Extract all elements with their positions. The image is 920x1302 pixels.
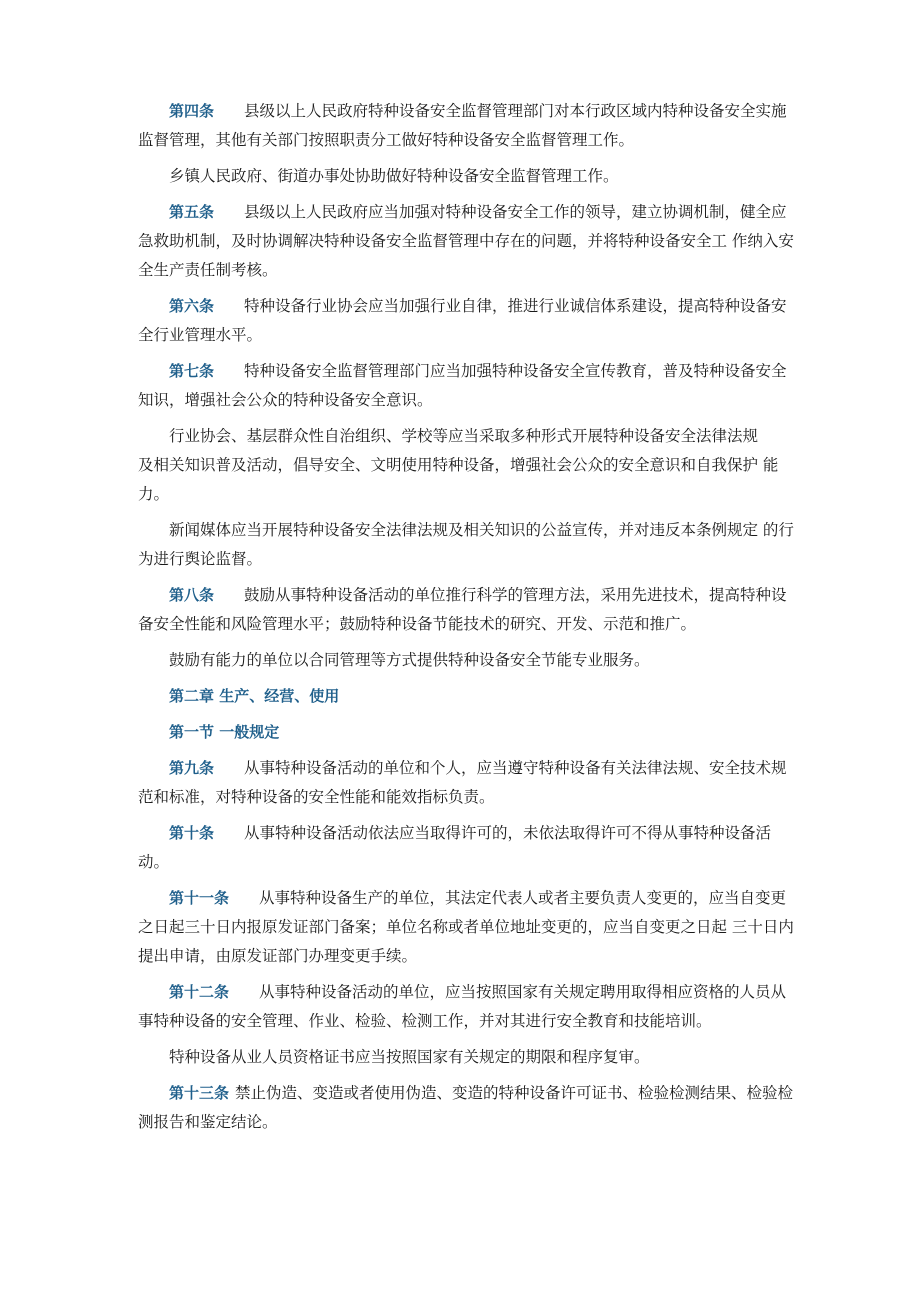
article-text: 县级以上人民政府特种设备安全监督管理部门对本行政区域内特种设备安全实施监督管理，其他有关部门按照职责分工做好特种设备安全监督管理工作。: [138, 102, 787, 149]
article-text: 鼓励从事特种设备活动的单位推行科学的管理方法，采用先进技术，提高特种设备安全性能和风险管理水平；鼓励特种设备节能技术的研究、开发、示范和推广。: [138, 586, 787, 633]
article-number: 第十三条: [169, 1084, 230, 1102]
paragraph-text: 新闻媒体应当开展特种设备安全法律法规及相关知识的公益宣传，并对违反本条例规定 的行为进行舆论监督。: [138, 521, 794, 568]
article-8: [138, 581, 798, 639]
article-4: [138, 97, 798, 155]
article-text: 特种设备行业协会应当加强行业自律，推进行业诚信体系建设，提高特种设备安全行业管理水平。: [138, 297, 787, 344]
article-number: 第十条: [169, 824, 215, 842]
chapter-heading: [138, 682, 798, 711]
paragraph-text: 鼓励有能力的单位以合同管理等方式提供特种设备安全节能专业服务。: [169, 651, 650, 669]
article-number: 第十一条: [169, 889, 230, 907]
paragraph: [138, 1043, 798, 1072]
document-page: [138, 97, 798, 1144]
article-13: [138, 1079, 798, 1137]
article-6: [138, 292, 798, 350]
chapter-title: 第二章 生产、经营、使用: [169, 687, 340, 705]
article-text: 从事特种设备活动的单位和个人，应当遵守特种设备有关法律法规、安全技术规范和标准，对特种设备的安全性能和能效指标负责。: [138, 759, 787, 806]
article-number: 第七条: [169, 362, 215, 380]
article-9: [138, 754, 798, 812]
section-title: 第一节 一般规定: [169, 723, 280, 741]
article-text: 特种设备安全监督管理部门应当加强特种设备安全宣传教育，普及特种设备安全知识，增强社会公众的特种设备安全意识。: [138, 362, 787, 409]
article-number: 第十二条: [169, 983, 230, 1001]
article-text: 从事特种设备活动的单位，应当按照国家有关规定聘用取得相应资格的人员从事特种设备的安全管理、作业、检验、检测工作，并对其进行安全教育和技能培训。: [138, 983, 787, 1030]
article-12: [138, 978, 798, 1036]
article-10: [138, 819, 798, 877]
article-number: 第六条: [169, 297, 215, 315]
article-text: 禁止伪造、变造或者使用伪造、变造的特种设备许可证书、检验检测结果、检验检测报告和鉴定结论。: [138, 1084, 794, 1131]
paragraph-text: 特种设备从业人员资格证书应当按照国家有关规定的期限和程序复审。: [169, 1048, 650, 1066]
section-heading: [138, 718, 798, 747]
paragraph: [138, 162, 798, 191]
article-text: 县级以上人民政府应当加强对特种设备安全工作的领导，建立协调机制，健全应急救助机制，及时协调解决特种设备安全监督管理中存在的问题，并将特种设备安全工 作纳入安全生产责任制考核。: [138, 203, 794, 279]
article-number: 第四条: [169, 102, 215, 120]
paragraph: [138, 646, 798, 675]
paragraph-line: 行业协会、基层群众性自治组织、学校等应当采取多种形式开展特种设备安全法律法规: [169, 427, 759, 445]
paragraph: [138, 516, 798, 574]
article-5: [138, 198, 798, 285]
article-text: 从事特种设备生产的单位，其法定代表人或者主要负责人变更的，应当自变更之日起三十日内报原发证部门备案；单位名称或者单位地址变更的，应当自变更之日起 三十日内提出申请，由原发证部门办理变更手续。: [138, 889, 794, 965]
paragraph-text: 乡镇人民政府、街道办事处协助做好特种设备安全监督管理工作。: [169, 167, 619, 185]
article-number: 第五条: [169, 203, 215, 221]
paragraph-line: 及相关知识普及活动，倡导安全、文明使用特种设备，增强社会公众的安全意识和自我保护 能力。: [138, 456, 779, 503]
article-number: 第九条: [169, 759, 215, 777]
article-7: [138, 357, 798, 415]
article-text: 从事特种设备活动依法应当取得许可的，未依法取得许可不得从事特种设备活动。: [138, 824, 772, 871]
article-number: 第八条: [169, 586, 215, 604]
paragraph: [138, 422, 798, 509]
article-11: [138, 884, 798, 971]
